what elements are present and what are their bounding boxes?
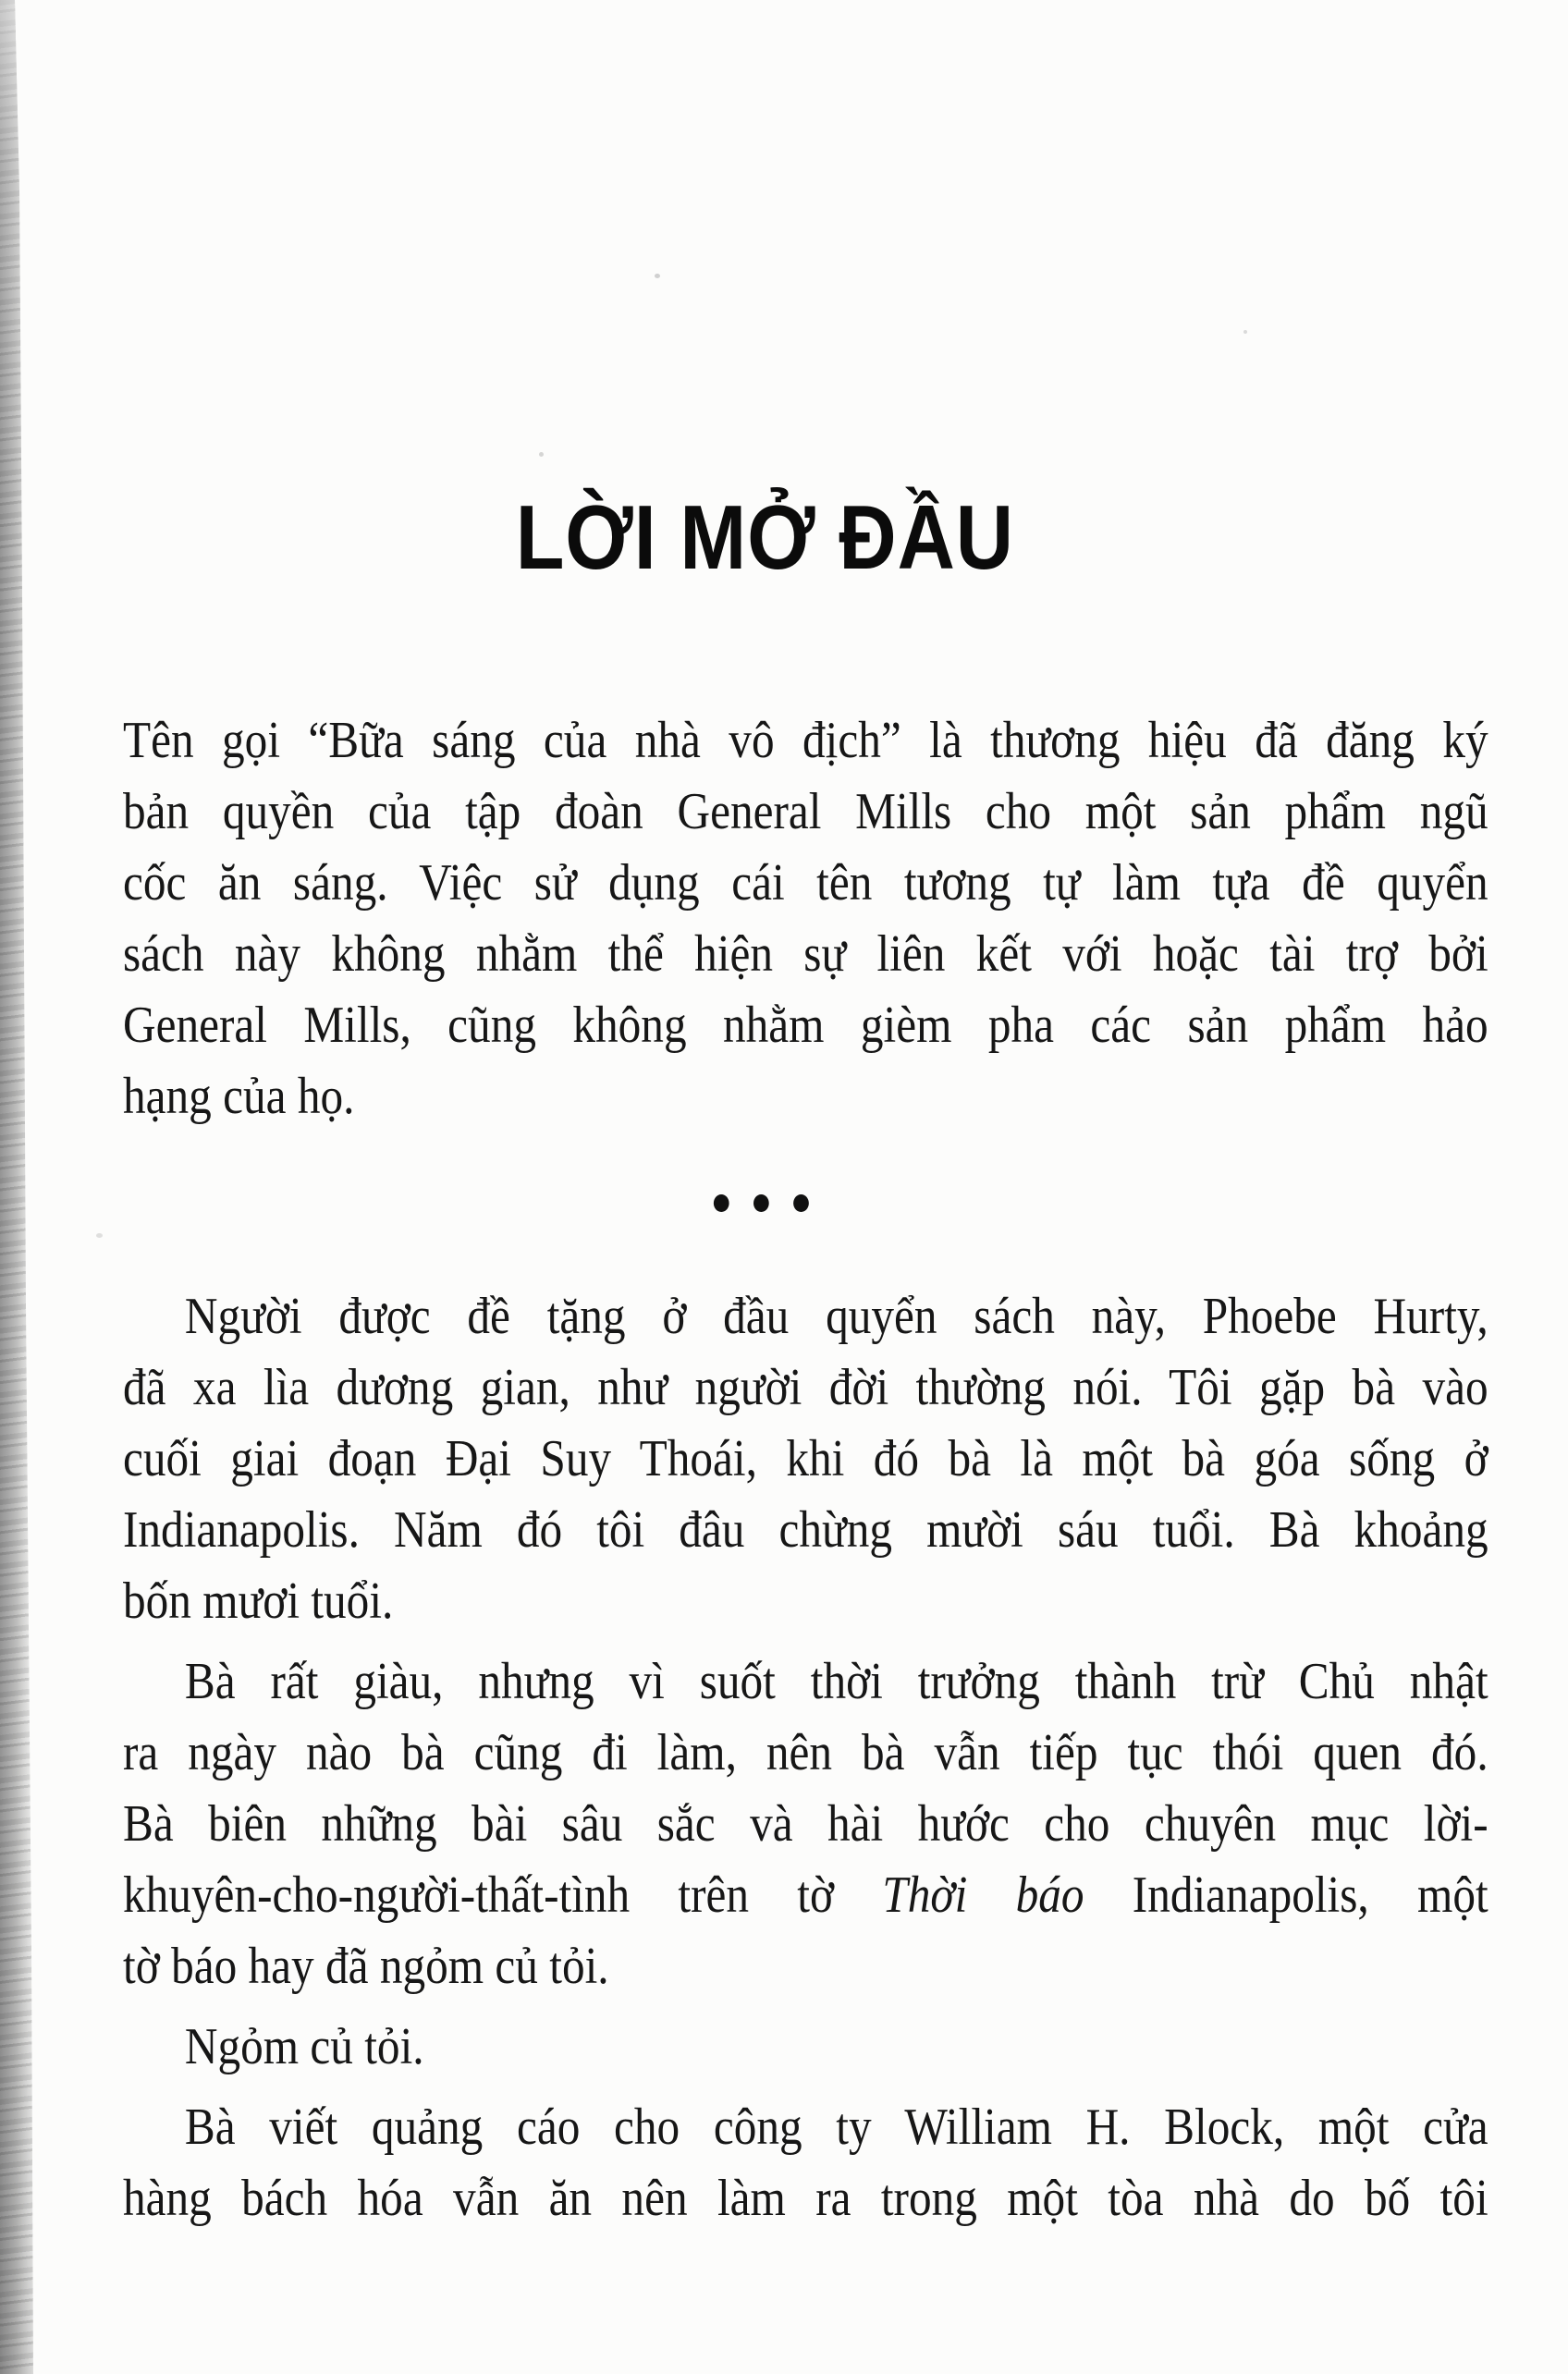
paragraph [123, 2092, 1488, 2234]
italic-text: Thời báo [882, 1866, 1084, 1924]
text-line: ra ngày nào bà cũng đi làm, nên bà vẫn tiếp tục thói quen đó. [123, 1723, 1488, 1781]
text-line: Bà rất giàu, nhưng vì suốt thời trưởng thành trừ Chủ nhật [184, 1652, 1488, 1710]
text-line: hạng của họ. [123, 1067, 355, 1125]
separator-dot-icon [753, 1194, 769, 1212]
text-line: General Mills, cũng không nhằm gièm pha các sản phẩm hảo [123, 996, 1488, 1054]
text-line: cốc ăn sáng. Việc sử dụng cái tên tương tự làm tựa đề quyển [123, 853, 1488, 912]
scan-edge-shadow [0, 0, 33, 2374]
separator-dot-icon [713, 1194, 729, 1212]
text-content [123, 705, 1488, 2234]
text-line: Người được đề tặng ở đầu quyển sách này, Phoebe Hurty, [184, 1287, 1488, 1345]
paragraph [123, 1281, 1488, 1637]
separator-dot-icon [793, 1194, 809, 1212]
text-line: sách này không nhằm thể hiện sự liên kết với hoặc tài trợ bởi [123, 924, 1488, 983]
text-line: Tên gọi “Bữa sáng của nhà vô địch” là thương hiệu đã đăng ký [123, 711, 1488, 769]
text-line: cuối giai đoạn Đại Suy Thoái, khi đó bà là một bà góa sống ở [123, 1429, 1488, 1487]
text-line: bản quyền của tập đoàn General Mills cho một sản phẩm ngũ [123, 782, 1488, 840]
text-line: bốn mươi tuổi. [123, 1572, 394, 1630]
text-line: khuyên-cho-người-thất-tình trên tờ Thời báo Indianapolis, một [123, 1866, 1488, 1924]
scan-speck [1243, 330, 1247, 334]
scan-speck [655, 274, 660, 278]
chapter-title: LỜI MỞ ĐẦU [515, 486, 1014, 588]
paragraph [123, 2012, 1488, 2083]
text-line: Bà viết quảng cáo cho công ty William H. Block, một cửa [184, 2098, 1488, 2156]
section-separator [79, 1185, 1444, 1222]
paragraph [123, 705, 1488, 1132]
text-column [123, 486, 1488, 2234]
text-line: Bà biên những bài sâu sắc và hài hước cho chuyên mục lời- [123, 1794, 1488, 1853]
text-line: hàng bách hóa vẫn ăn nên làm ra trong một tòa nhà do bố tôi [123, 2169, 1488, 2227]
scan-speck [96, 1233, 103, 1238]
text-line: tờ báo hay đã ngỏm củ tỏi. [123, 1937, 609, 1995]
paragraph [123, 1646, 1488, 2002]
scan-speck [539, 452, 544, 457]
text-line: Ngỏm củ tỏi. [184, 2017, 424, 2075]
text-line: Indianapolis. Năm đó tôi đâu chừng mười sáu tuổi. Bà khoảng [123, 1500, 1488, 1559]
text-line: đã xa lìa dương gian, như người đời thường nói. Tôi gặp bà vào [123, 1358, 1488, 1416]
